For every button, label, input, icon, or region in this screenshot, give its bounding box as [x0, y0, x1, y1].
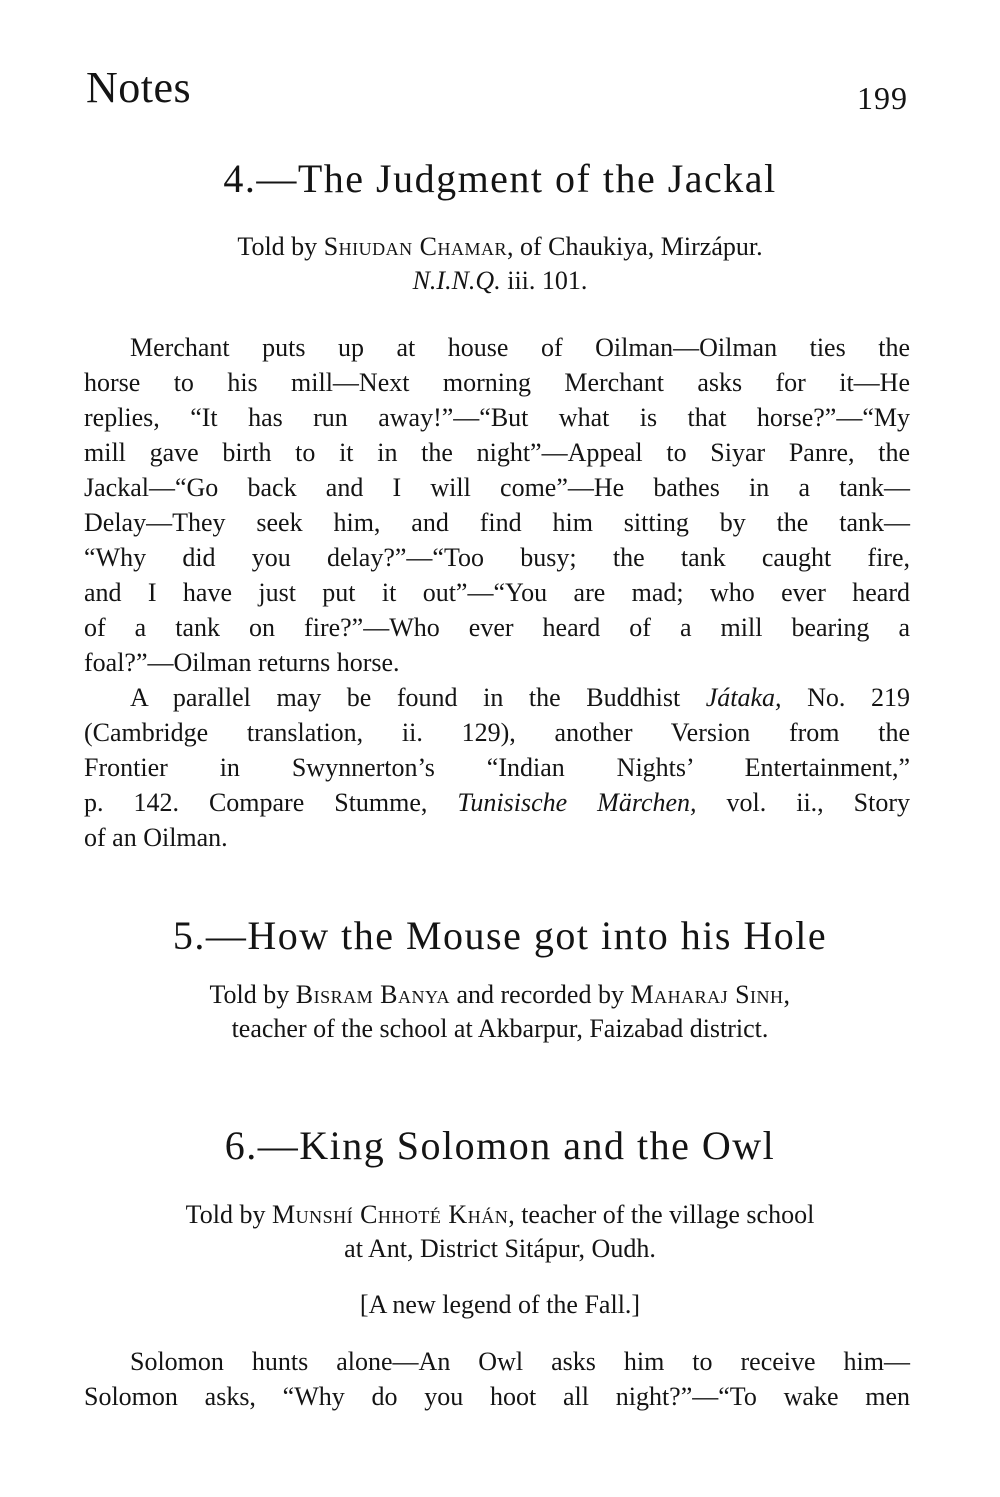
paragraph-line: p. 142. Compare Stumme, Tunisische Märchen, vol. ii., Story	[84, 788, 911, 817]
paragraph-line: Solomon asks, “Why do you hoot all night?”—“To wake men	[84, 1382, 910, 1411]
paragraph-line: Jackal—“Go back and I will come”—He bathes in a tank—	[84, 473, 910, 502]
paragraph-line: horse to his mill—Next morning Merchant asks for it—He	[84, 368, 910, 397]
paragraph-line: foal?”—Oilman returns horse.	[84, 648, 400, 677]
paragraph-line: mill gave birth to it in the night”—Appeal to Siyar Panre, the	[84, 438, 910, 467]
paragraph-line: Frontier in Swynnerton’s “Indian Nights’ Entertainment,”	[84, 753, 910, 782]
section-6-heading: 6.—King Solomon and the Owl	[224, 1123, 776, 1168]
section-5-heading: 5.—How the Mouse got into his Hole	[172, 913, 828, 958]
section-5-attribution: Told by Bisram Banya and recorded by Maharaj Sinh,	[209, 980, 791, 1009]
narrator-name: Munshí Chhoté Khán	[271, 1200, 509, 1229]
narrator-name: Shiudan Chamar	[323, 232, 507, 261]
running-head: Notes	[86, 63, 192, 112]
page-number: 199	[857, 80, 908, 116]
section-6-attribution-line-2: at Ant, District Sitápur, Oudh.	[344, 1234, 656, 1263]
section-6-note: [A new legend of the Fall.]	[359, 1290, 641, 1319]
reference-journal: N.I.N.Q.	[412, 266, 501, 295]
section-4-heading: 4.—The Judgment of the Jackal	[223, 156, 777, 201]
attribution-suffix: , of Chaukiya, Mirzápur.	[507, 232, 763, 261]
section-4-attribution	[70, 230, 930, 264]
section-6-attribution: Told by Munshí Chhoté Khán, teacher of the village school	[185, 1200, 815, 1229]
section-4-reference	[70, 264, 930, 298]
paragraph-line: replies, “It has run away!”—“But what is that horse?”—“My	[84, 403, 910, 432]
paragraph-line: “Why did you delay?”—“Too busy; the tank caught fire,	[84, 543, 910, 572]
section-5-attribution-line-2: teacher of the school at Akbarpur, Faizabad district.	[231, 1014, 769, 1043]
paragraph-line: of an Oilman.	[84, 823, 228, 852]
paragraph-line: Delay—They seek him, and find him sitting by the tank—	[84, 508, 910, 537]
paragraph-line: Merchant puts up at house of Oilman—Oilman ties the	[130, 333, 910, 362]
narrator-name: Bisram Banya	[295, 980, 450, 1009]
paragraph-line: and I have just put it out”—“You are mad; who ever heard	[84, 578, 910, 607]
paragraph-line: of a tank on fire?”—Who ever heard of a mill bearing a	[84, 613, 910, 642]
paragraph-line: Solomon hunts alone—An Owl asks him to receive him—	[130, 1347, 910, 1376]
attribution-prefix: Told by	[237, 232, 324, 261]
recorder-name: Maharaj Sinh,	[630, 980, 791, 1009]
paragraph-line: (Cambridge translation, ii. 129), another Version from the	[84, 718, 910, 747]
reference-volume: iii. 101.	[500, 266, 588, 295]
paragraph-line: A parallel may be found in the Buddhist Játaka, No. 219	[130, 683, 910, 712]
